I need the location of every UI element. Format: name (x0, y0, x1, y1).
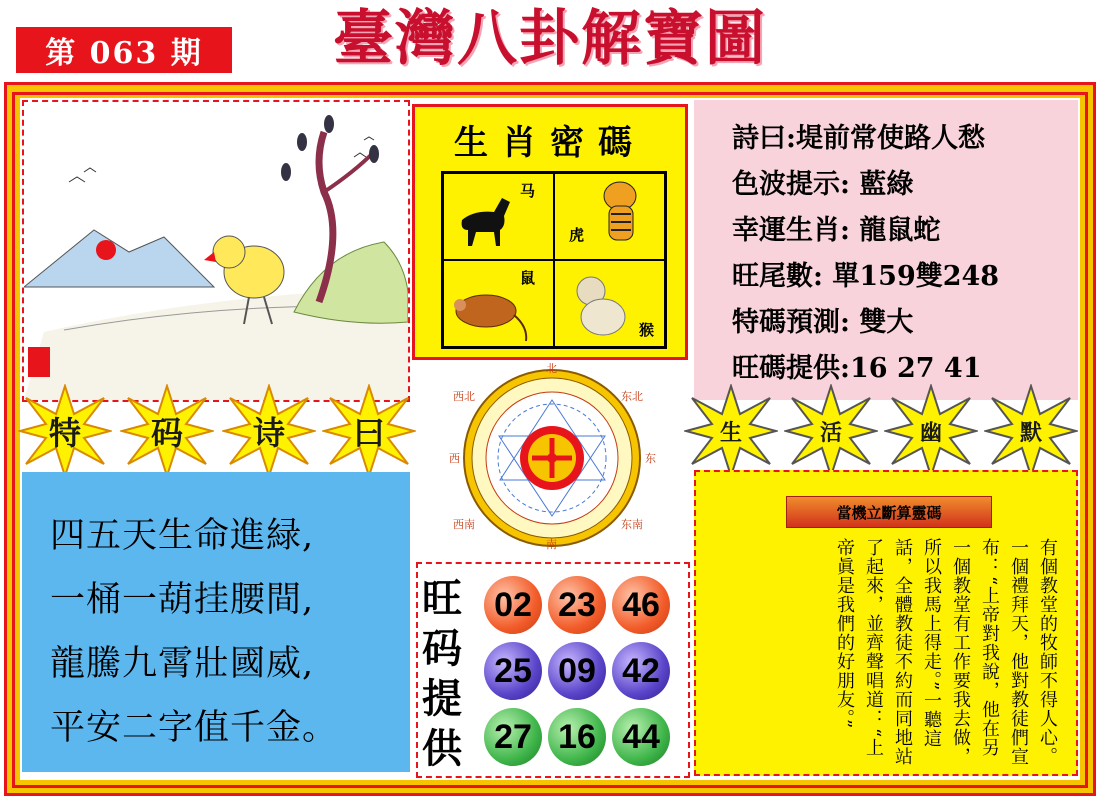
special-prediction: 特碼預測: 雙大 (732, 307, 914, 338)
illustration-panel (22, 100, 410, 402)
star-char: 幽 (919, 419, 942, 446)
zodiac-cell-tiger (554, 173, 665, 260)
wheel-label: 南 (546, 538, 557, 551)
zodiac-grid (441, 171, 667, 349)
wheel-label: 北 (546, 362, 557, 375)
zodiac-label: 虎 (569, 226, 585, 244)
number-ball: 44 (612, 708, 670, 766)
issue-badge: 第 063 期 (16, 27, 232, 73)
star-badge (18, 384, 112, 478)
tail-numbers: 旺尾數: 單159雙248 (732, 261, 1000, 292)
star-char: 码 (150, 414, 183, 452)
page-title: 臺灣八卦解寶圖 (333, 4, 767, 74)
star-char: 曰 (352, 414, 385, 452)
wheel-label: 西 (449, 452, 460, 465)
chick-landscape-illustration (24, 102, 408, 400)
horse-icon (454, 190, 516, 248)
star-char: 生 (719, 419, 742, 446)
star-char: 活 (819, 419, 842, 446)
zodiac-label: 猴 (638, 321, 654, 339)
poem-line: 平安二字值千金。 (50, 708, 339, 748)
star-badge (322, 384, 416, 478)
zodiac-label: 鼠 (519, 269, 535, 287)
lucky-zodiac: 幸運生肖: 龍鼠蛇 (732, 215, 941, 246)
wheel-label: 西北 (453, 390, 475, 403)
poem-panel (22, 472, 410, 772)
zodiac-cell-horse (443, 173, 554, 260)
zodiac-code-panel (412, 104, 688, 360)
info-panel (694, 100, 1078, 400)
story-text: 有個教堂的牧師不得人心。一個禮拜天，他對教徒們宣布：“上帝對我說，他在另一個教堂有工作要我去做，所以我馬上得走。”一聽這話，全體教徒不約而同地站了起來，並齊聲唱道：“上帝眞是我們的好朋友。” (834, 538, 1058, 766)
wheel-label: 东 (645, 452, 656, 465)
star-char: 诗 (252, 414, 285, 452)
poem-line: 一桶一葫挂腰間, (50, 580, 315, 620)
hot-numbers-title: 旺 码 提 供 (422, 575, 462, 772)
star-badge (784, 384, 878, 478)
story-heading: 當機立斷算靈碼 (786, 496, 992, 528)
poem-hint: 詩曰:堤前常使路人愁 (732, 123, 985, 154)
tiger-icon (585, 178, 655, 252)
poem-line: 龍騰九霄壯國威, (50, 644, 315, 684)
poem-line: 四五天生命進緑, (50, 516, 315, 556)
wheel-label: 西南 (453, 518, 475, 531)
rat-icon (448, 281, 532, 345)
star-char: 特 (48, 414, 81, 452)
star-badge (884, 384, 978, 478)
star-badge (120, 384, 214, 478)
wheel-label: 东南 (621, 518, 643, 531)
star-badge (222, 384, 316, 478)
color-wave-hint: 色波提示: 藍綠 (732, 169, 914, 200)
number-ball: 02 (484, 576, 542, 634)
monkey-icon (569, 273, 633, 339)
joke-story-panel (694, 470, 1078, 776)
star-char: 默 (1019, 419, 1042, 446)
zodiac-code-title: 生肖密碼 (454, 123, 646, 163)
number-ball: 16 (548, 708, 606, 766)
hot-numbers-panel (416, 562, 690, 778)
number-ball: 42 (612, 642, 670, 700)
number-ball: 27 (484, 708, 542, 766)
wheel-label: 东北 (621, 390, 643, 403)
zodiac-label: 马 (519, 182, 535, 200)
number-ball: 23 (548, 576, 606, 634)
number-ball: 25 (484, 642, 542, 700)
star-badge (684, 384, 778, 478)
hot-numbers: 旺碼提供:16 27 41 (732, 353, 982, 384)
number-ball: 46 (612, 576, 670, 634)
zodiac-cell-monkey (554, 260, 665, 347)
number-ball: 09 (548, 642, 606, 700)
zodiac-cell-rat (443, 260, 554, 347)
bagua-wheel (445, 360, 660, 550)
star-badge (984, 384, 1078, 478)
